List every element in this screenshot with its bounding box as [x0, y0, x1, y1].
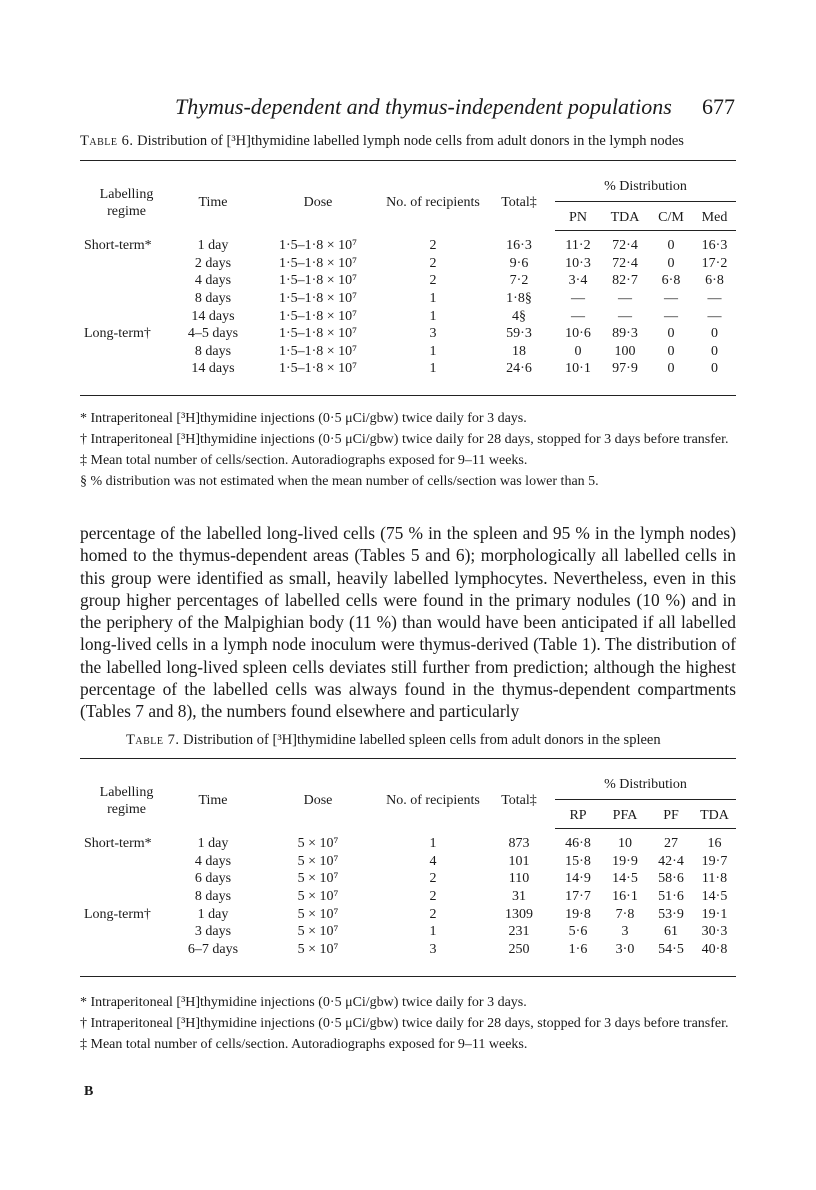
table6-caption: [80, 133, 684, 150]
time-cell: 3 days: [194, 924, 232, 940]
distribution-cell: 17·7: [565, 889, 591, 905]
running-title: Thymus-dependent and thymus-independent populations: [175, 94, 672, 119]
total-cell: 31: [512, 889, 526, 905]
table7-caption: [126, 732, 661, 749]
table6-header-pn: PN: [555, 202, 601, 231]
table-bottom-spacer: [80, 958, 736, 976]
time-cell: 4–5 days: [187, 326, 239, 342]
distribution-cell: 16: [707, 836, 722, 852]
dose-cell: 5 × 10⁷: [297, 836, 339, 852]
distribution-cell: 14·9: [565, 871, 591, 887]
running-header: [175, 94, 735, 120]
distribution-cell: 30·3: [701, 924, 728, 940]
total-cell: 18: [512, 343, 526, 359]
distribution-cell: 100: [614, 343, 636, 359]
distribution-cell: 0: [711, 326, 718, 342]
regime-cell: Long-term†: [84, 906, 151, 922]
distribution-cell: 11·8: [701, 871, 728, 887]
table6-header-cm: C/M: [649, 202, 693, 231]
distribution-cell: —: [618, 308, 632, 324]
time-cell: 6–7 days: [187, 941, 239, 957]
table-row: [80, 853, 736, 871]
dose-cell: 5 × 10⁷: [297, 871, 339, 887]
footnote: * Intraperitoneal [³H]thymidine injections (0·5 μCi/gbw) twice daily for 3 days.: [80, 411, 527, 426]
total-cell: 1309: [505, 906, 533, 922]
regime-cell: [80, 272, 173, 290]
distribution-cell: 3: [621, 924, 629, 940]
table7: [80, 758, 736, 977]
recipients-cell: 2: [429, 889, 437, 905]
dose-cell: 1·5–1·8 × 10⁷: [278, 273, 358, 289]
footnote: ‡ Mean total number of cells/section. Autoradiographs exposed for 9–11 weeks.: [80, 1037, 528, 1052]
regime-cell: [80, 923, 173, 941]
time-cell: 2 days: [194, 255, 232, 271]
table6-header-tda: TDA: [601, 202, 649, 231]
table6-caption-label: Table 6.: [80, 133, 134, 149]
dose-cell: 1·5–1·8 × 10⁷: [278, 255, 358, 271]
dose-cell: 1·5–1·8 × 10⁷: [278, 343, 358, 359]
table-row: [80, 888, 736, 906]
table7-header-dose: Dose: [303, 793, 333, 808]
table-row: [80, 272, 736, 290]
recipients-cell: 2: [429, 273, 437, 289]
table-row: [80, 307, 736, 325]
distribution-cell: 42·4: [658, 853, 684, 869]
total-cell: 250: [508, 941, 530, 957]
distribution-cell: 19·1: [701, 906, 728, 922]
signature-mark: B: [84, 1084, 94, 1099]
table7-header-total: Total‡: [501, 793, 537, 808]
table6-header-recipients: No. of recipients: [386, 195, 480, 211]
time-cell: 8 days: [194, 889, 232, 905]
table7-header-regime: Labelling regime: [99, 784, 154, 817]
distribution-cell: 3·0: [615, 941, 635, 957]
distribution-cell: 0: [667, 255, 675, 271]
distribution-cell: 14·5: [612, 871, 638, 887]
distribution-cell: 61: [664, 924, 678, 940]
distribution-cell: 14·5: [701, 889, 728, 905]
table-row: [80, 829, 736, 853]
distribution-cell: 10·6: [565, 326, 591, 342]
table7-header-time: Time: [198, 793, 228, 808]
total-cell: 16·3: [506, 238, 532, 254]
distribution-cell: 0: [711, 343, 718, 359]
distribution-cell: 0: [667, 361, 675, 377]
dose-cell: 5 × 10⁷: [297, 853, 339, 869]
total-cell: 873: [508, 836, 530, 852]
distribution-cell: —: [707, 291, 722, 307]
recipients-cell: 2: [429, 255, 437, 271]
distribution-cell: —: [664, 291, 678, 307]
distribution-cell: 1·6: [568, 941, 588, 957]
body-text: [80, 522, 736, 723]
table-row: [80, 255, 736, 273]
total-cell: 101: [508, 853, 530, 869]
regime-cell: [80, 941, 173, 959]
table-row: [80, 360, 736, 378]
recipients-cell: 1: [429, 836, 437, 852]
recipients-cell: 2: [429, 906, 437, 922]
regime-cell: [80, 290, 173, 308]
time-cell: 4 days: [194, 273, 232, 289]
table-row: [80, 325, 736, 343]
regime-cell: Short-term*: [84, 836, 152, 852]
distribution-cell: 0: [667, 238, 675, 254]
distribution-cell: 0: [667, 343, 675, 359]
distribution-cell: 89·3: [612, 326, 638, 342]
dose-cell: 5 × 10⁷: [297, 889, 339, 905]
recipients-cell: 4: [429, 853, 437, 869]
table6-header-dose: Dose: [303, 195, 333, 210]
time-cell: 6 days: [194, 871, 232, 887]
recipients-cell: 1: [429, 924, 437, 940]
total-cell: 231: [508, 924, 530, 940]
regime-cell: Short-term*: [84, 238, 152, 254]
time-cell: 1 day: [197, 836, 229, 852]
distribution-cell: 17·2: [701, 255, 728, 271]
footnote: † Intraperitoneal [³H]thymidine injections (0·5 μCi/gbw) twice daily for 28 days, stopped for 3 days before transfer.: [80, 432, 729, 447]
page-number: 677: [702, 94, 735, 119]
distribution-cell: 7·8: [615, 906, 635, 922]
total-cell: 24·6: [506, 361, 532, 377]
dose-cell: 1·5–1·8 × 10⁷: [278, 291, 358, 307]
distribution-cell: 6·8: [705, 273, 724, 289]
distribution-cell: —: [664, 308, 678, 324]
table6: [80, 160, 736, 396]
table6-header-time: Time: [198, 195, 228, 210]
distribution-cell: 6·8: [661, 273, 681, 289]
table7-header-recipients: No. of recipients: [386, 793, 480, 809]
table7-header-pfa: PFA: [601, 800, 649, 829]
regime-cell: [80, 853, 173, 871]
dose-cell: 5 × 10⁷: [297, 906, 339, 922]
footnote: † Intraperitoneal [³H]thymidine injections (0·5 μCi/gbw) twice daily for 28 days, stopped for 3 days before transfer.: [80, 1016, 729, 1031]
distribution-cell: 53·9: [658, 906, 684, 922]
footnote: * Intraperitoneal [³H]thymidine injections (0·5 μCi/gbw) twice daily for 3 days.: [80, 995, 527, 1010]
distribution-cell: 19·8: [565, 906, 591, 922]
distribution-cell: 0: [574, 343, 582, 359]
table7-caption-label: Table 7.: [126, 732, 180, 748]
time-cell: 1 day: [197, 238, 229, 254]
time-cell: 14 days: [191, 308, 235, 324]
regime-cell: [80, 343, 173, 361]
distribution-cell: 54·5: [658, 941, 684, 957]
distribution-cell: 16·3: [701, 238, 728, 254]
distribution-cell: 15·8: [565, 853, 591, 869]
table-row: [80, 290, 736, 308]
distribution-cell: 10: [618, 836, 632, 852]
regime-cell: [80, 888, 173, 906]
total-cell: 1·8§: [506, 291, 532, 307]
table-row: [80, 941, 736, 959]
table6-body: [80, 231, 736, 396]
table7-header-pf: PF: [649, 800, 693, 829]
total-cell: 110: [508, 871, 530, 887]
table6-header-med: Med: [693, 202, 736, 231]
recipients-cell: 1: [429, 361, 437, 377]
total-cell: 59·3: [506, 326, 532, 342]
table6-header-total: Total‡: [501, 195, 537, 210]
dose-cell: 5 × 10⁷: [297, 924, 339, 940]
time-cell: 4 days: [194, 853, 232, 869]
regime-cell: [80, 255, 173, 273]
distribution-cell: 0: [711, 361, 718, 377]
table7-header-rp: RP: [555, 800, 601, 829]
distribution-cell: 3·4: [568, 273, 588, 289]
table6-footnotes: [80, 410, 740, 494]
distribution-cell: —: [707, 308, 722, 324]
table7-header-tda: TDA: [693, 800, 736, 829]
table-row: [80, 343, 736, 361]
table7-body: [80, 829, 736, 977]
recipients-cell: 3: [429, 326, 437, 342]
total-cell: 9·6: [509, 255, 529, 271]
table6-header-regime: Labelling regime: [99, 186, 154, 219]
total-cell: 4§: [512, 308, 526, 324]
distribution-cell: 82·7: [612, 273, 638, 289]
time-cell: 8 days: [194, 343, 232, 359]
table-row: [80, 870, 736, 888]
footnote: § % distribution was not estimated when the mean number of cells/section was lower than 5.: [80, 474, 599, 489]
distribution-cell: —: [571, 291, 585, 307]
regime-cell: [80, 360, 173, 378]
recipients-cell: 1: [429, 291, 437, 307]
distribution-cell: 58·6: [658, 871, 684, 887]
total-cell: 7·2: [509, 273, 529, 289]
distribution-cell: 16·1: [612, 889, 638, 905]
dose-cell: 1·5–1·8 × 10⁷: [278, 238, 358, 254]
distribution-cell: 10·1: [565, 361, 591, 377]
distribution-cell: 0: [667, 326, 675, 342]
dose-cell: 1·5–1·8 × 10⁷: [278, 361, 358, 377]
recipients-cell: 2: [429, 871, 437, 887]
dose-cell: 5 × 10⁷: [297, 941, 339, 957]
table7-header-distribution: % Distribution: [555, 759, 736, 800]
time-cell: 14 days: [191, 361, 235, 377]
recipients-cell: 3: [429, 941, 437, 957]
table7-caption-text: Distribution of [³H]thymidine labelled spleen cells from adult donors in the spleen: [183, 732, 661, 748]
time-cell: 8 days: [194, 291, 232, 307]
regime-cell: Long-term†: [84, 326, 151, 342]
distribution-cell: —: [618, 291, 632, 307]
distribution-cell: 51·6: [658, 889, 684, 905]
distribution-cell: 46·8: [565, 836, 591, 852]
table-bottom-spacer: [80, 378, 736, 396]
distribution-cell: 97·9: [612, 361, 638, 377]
time-cell: 1 day: [197, 906, 229, 922]
distribution-cell: 27: [664, 836, 678, 852]
table7-footnotes: [80, 994, 740, 1057]
table-row: [80, 905, 736, 923]
regime-cell: [80, 307, 173, 325]
table-row: [80, 923, 736, 941]
distribution-cell: 19·7: [701, 853, 728, 869]
recipients-cell: 1: [429, 308, 437, 324]
footnote: ‡ Mean total number of cells/section. Autoradiographs exposed for 9–11 weeks.: [80, 453, 528, 468]
distribution-cell: 19·9: [612, 853, 638, 869]
table-row: [80, 231, 736, 255]
dose-cell: 1·5–1·8 × 10⁷: [278, 308, 358, 324]
recipients-cell: 1: [429, 343, 437, 359]
body-paragraph: percentage of the labelled long-lived cells (75 % in the spleen and 95 % in the lymph nodes) homed to the thymus-dependent areas (Tables 5 and 6); morphologically all labelled cells in this group were identified as small, heavily labelled lymphocytes. Nevertheless, even in this group higher percentages of labelled cells were found in the primary nodules (10 %) and in the periphery of the Malpighian body (11 %) than would have been anticipated if all labelled long-lived cells in a lymph node inoculum were thymus-derived (Table 1). The distribution of the labelled long-lived spleen cells deviates still further from prediction; although the highest percentage of the labelled cells was always found in the thymus-dependent compartments (Tables 7 and 8), the numbers found elsewhere and particularly: [80, 523, 736, 722]
distribution-cell: 11·2: [565, 238, 591, 254]
table6-header-distribution: % Distribution: [555, 161, 736, 202]
distribution-cell: 40·8: [701, 941, 728, 957]
regime-cell: [80, 870, 173, 888]
recipients-cell: 2: [429, 238, 437, 254]
distribution-cell: 72·4: [612, 238, 638, 254]
dose-cell: 1·5–1·8 × 10⁷: [278, 326, 358, 342]
distribution-cell: 10·3: [565, 255, 591, 271]
distribution-cell: 5·6: [568, 924, 588, 940]
table6-caption-text: Distribution of [³H]thymidine labelled lymph node cells from adult donors in the lymph nodes: [137, 133, 684, 149]
distribution-cell: —: [571, 308, 585, 324]
distribution-cell: 72·4: [612, 255, 638, 271]
